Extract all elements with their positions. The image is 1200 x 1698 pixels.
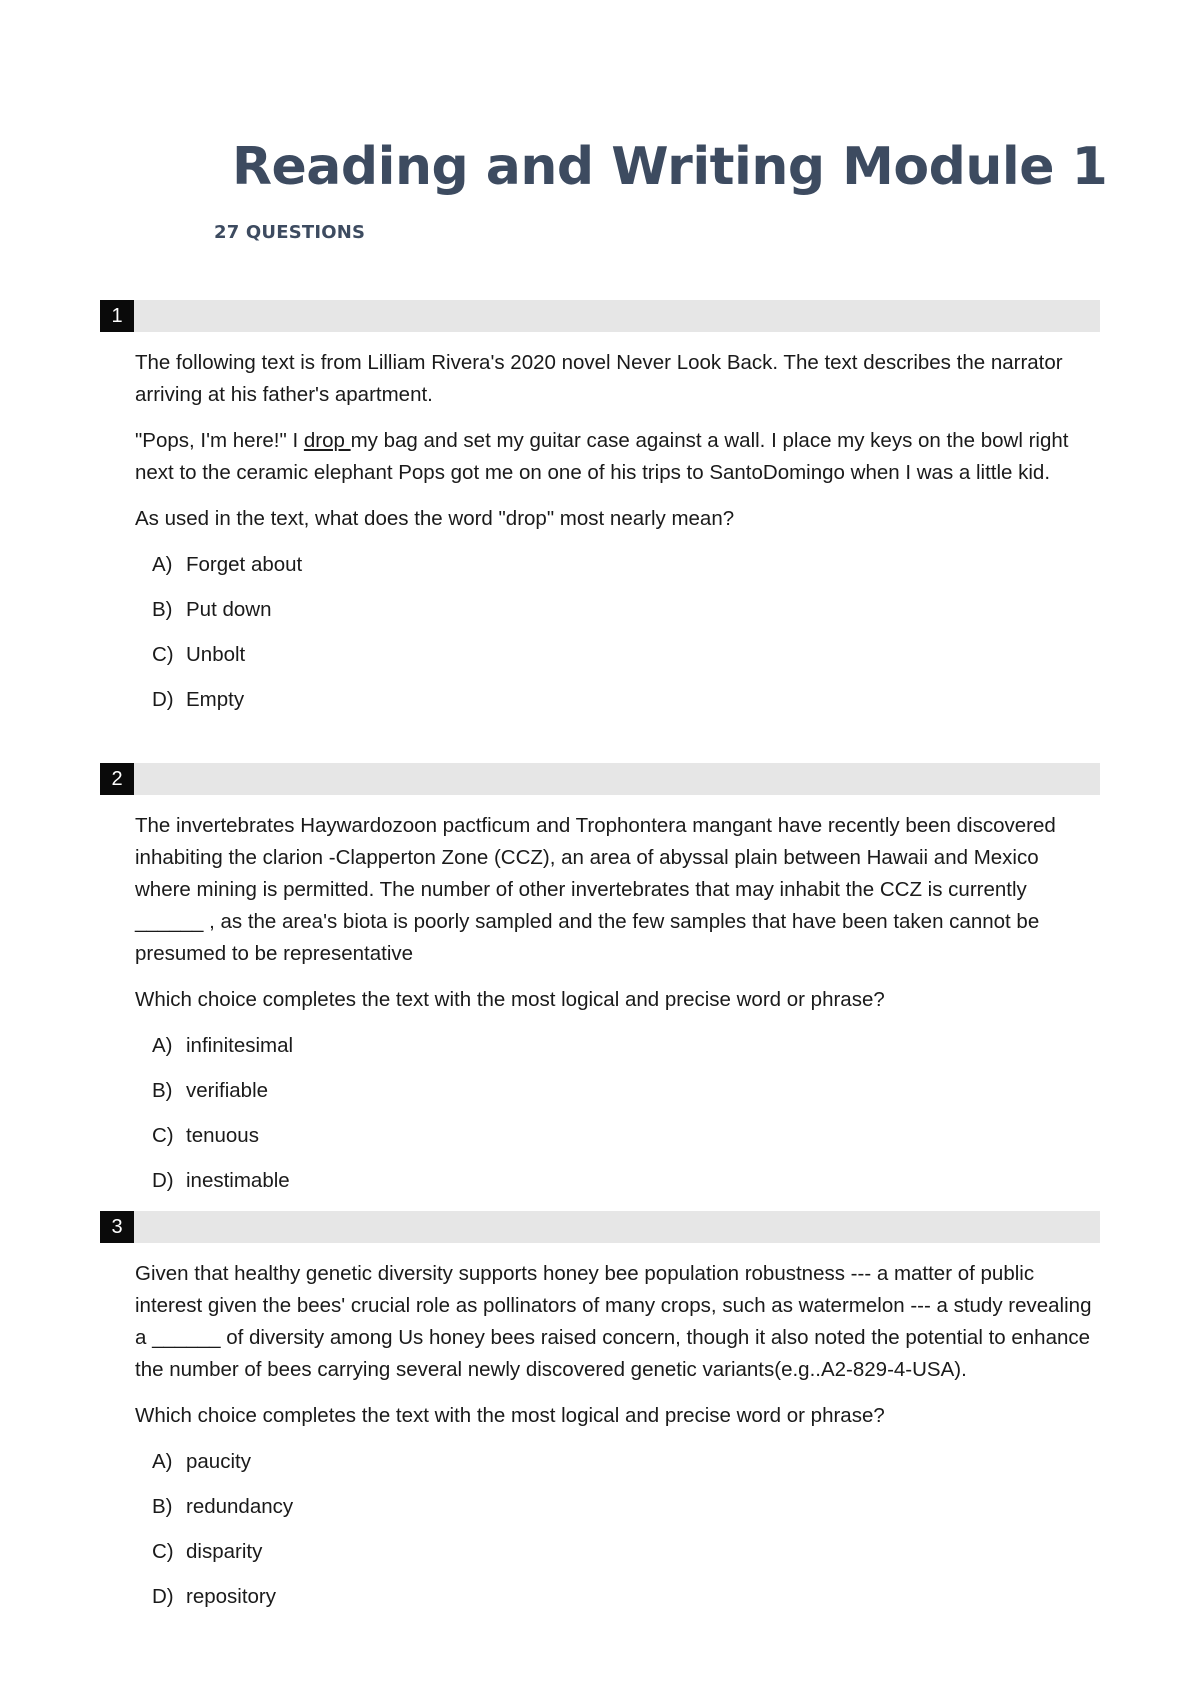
question-header-band [134,1211,1100,1243]
question-body-3 [135,1258,1100,1626]
answer-choice-c[interactable] [135,639,1100,671]
choice-text: Forget about [186,553,303,576]
question-number: 2 [100,763,134,795]
choice-letter: D) [152,1169,174,1192]
choice-letter: D) [152,1585,174,1608]
answer-choice-d[interactable] [135,684,1100,716]
answer-choices [135,1446,1100,1613]
choice-letter: C) [152,1124,174,1147]
question-count: 27 QUESTIONS [214,222,366,243]
choice-letter: B) [152,1495,173,1518]
passage-text: my bag and set my guitar case against a wall. I place my keys on the bowl right next to the ceramic elephant Pops got me on one of his trips to SantoDomingo when I was a little kid. [135,429,1069,484]
answer-choice-d[interactable] [135,1165,1100,1197]
answer-choice-b[interactable] [135,594,1100,626]
answer-choices [135,1030,1100,1197]
question-passage: The invertebrates Haywardozoon pactficum and Trophontera mangant have recently been discovered inhabiting the clarion -Clapperton Zone (CCZ), an area of abyssal plain between Hawaii and Mexico where mining is permitted. The number of other invertebrates that may inhabit the CCZ is currently ______ , as the area's biota is poorly sampled and the few samples that have been taken cannot be presumed to be representative [135,814,1056,965]
answer-choice-b[interactable] [135,1491,1100,1523]
question-intro: The following text is from Lilliam Rivera's 2020 novel Never Look Back. The text describes the narrator arriving at his father's apartment. [135,351,1063,406]
answer-choice-a[interactable] [135,1030,1100,1062]
choice-text: infinitesimal [186,1034,294,1057]
answer-choice-c[interactable] [135,1536,1100,1568]
question-number: 3 [100,1211,134,1243]
answer-choice-a[interactable] [135,1446,1100,1478]
choice-letter: A) [152,553,173,576]
choice-letter: B) [152,598,173,621]
answer-choice-d[interactable] [135,1581,1100,1613]
choice-text: tenuous [186,1124,259,1147]
question-body-1 [135,347,1100,729]
choice-text: inestimable [186,1169,290,1192]
answer-choice-a[interactable] [135,549,1100,581]
question-number: 1 [100,300,134,332]
choice-letter: C) [152,1540,174,1563]
choice-text: Unbolt [186,643,246,666]
question-prompt: Which choice completes the text with the most logical and precise word or phrase? [135,988,885,1011]
question-header-band [134,763,1100,795]
choice-text: redundancy [186,1495,294,1518]
question-passage [135,425,1100,489]
answer-choices [135,549,1100,716]
page-title: Reading and Writing Module 1 [232,137,1108,197]
choice-text: disparity [186,1540,263,1563]
question-header-1 [100,300,1100,332]
answer-choice-c[interactable] [135,1120,1100,1152]
choice-text: verifiable [186,1079,269,1102]
question-header-3 [100,1211,1100,1243]
choice-text: repository [186,1585,277,1608]
passage-text: "Pops, I'm here!" I [135,429,304,452]
choice-letter: C) [152,643,174,666]
question-body-2 [135,810,1100,1210]
choice-letter: A) [152,1450,173,1473]
choice-text: paucity [186,1450,251,1473]
choice-letter: D) [152,688,174,711]
choice-text: Put down [186,598,272,621]
question-header-2 [100,763,1100,795]
question-prompt: Which choice completes the text with the most logical and precise word or phrase? [135,1404,885,1427]
underlined-word: drop [303,429,351,452]
choice-text: Empty [186,688,245,711]
choice-letter: B) [152,1079,173,1102]
question-passage: Given that healthy genetic diversity supports honey bee population robustness --- a matter of public interest given the bees' crucial role as pollinators of many crops, such as watermelon --- a study revealing a ______ of diversity among Us honey bees raised concern, though it also noted the potential to enhance the number of bees carrying several newly discovered genetic variants(e.g..A2-829-4-USA). [135,1262,1092,1381]
choice-letter: A) [152,1034,173,1057]
question-header-band [134,300,1100,332]
question-prompt: As used in the text, what does the word "drop" most nearly mean? [135,507,735,530]
answer-choice-b[interactable] [135,1075,1100,1107]
